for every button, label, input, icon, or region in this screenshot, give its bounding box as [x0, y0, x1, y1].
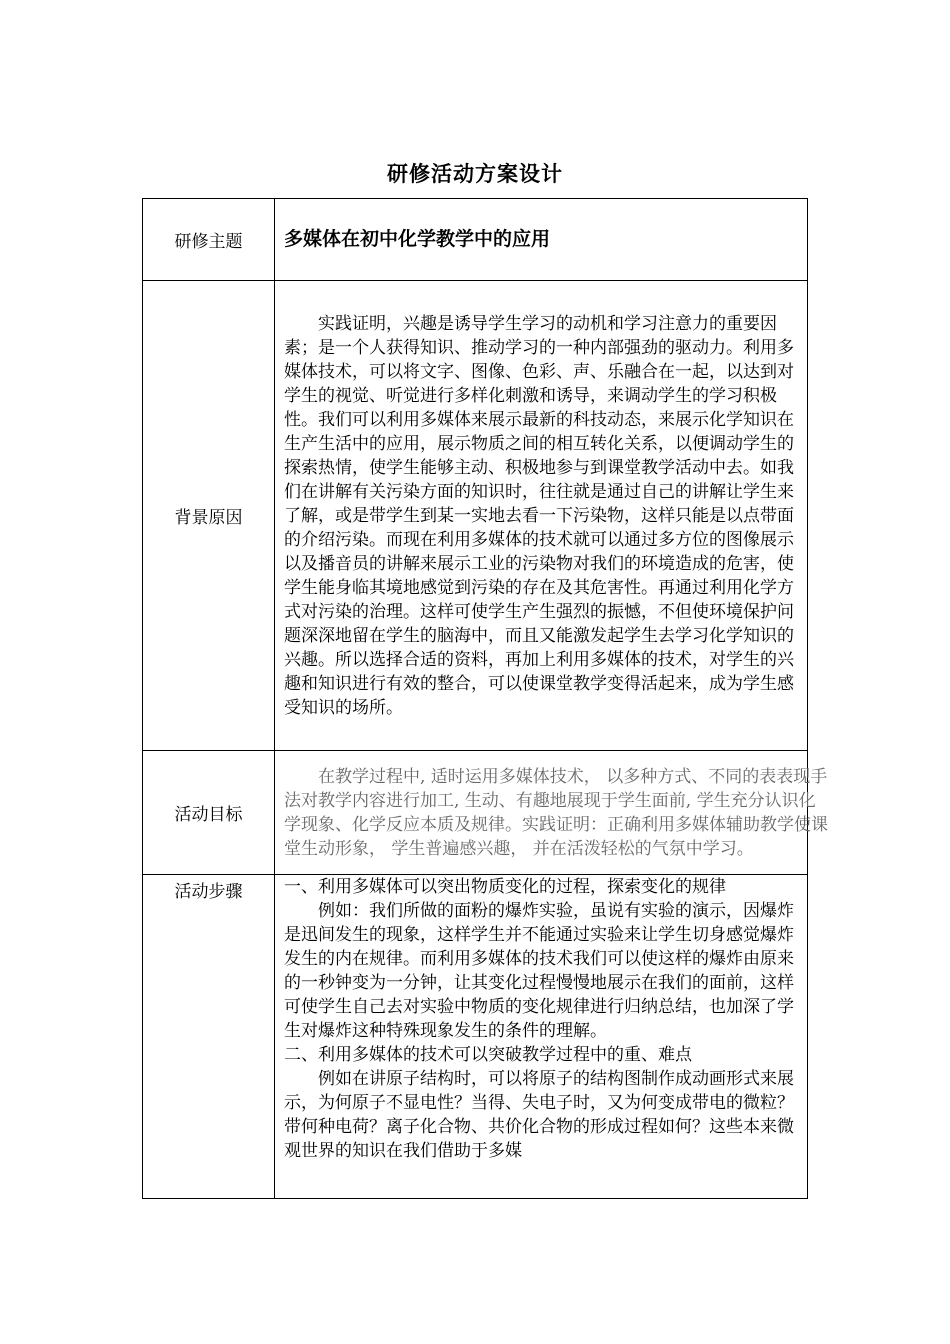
step-heading-1: 一、利用多媒体可以突出物质变化的过程，探索变化的规律: [284, 877, 726, 897]
step-heading-2: 二、利用多媒体的技术可以突破教学过程中的重、难点: [284, 1045, 692, 1065]
goal-cell: [275, 751, 828, 875]
goal-label: 活动目标: [143, 751, 275, 875]
steps-label: 活动步骤: [143, 875, 275, 1199]
topic-label: 研修主题: [143, 199, 275, 281]
topic-cell: [275, 199, 808, 281]
goal-text: 在教学过程中, 适时运用多媒体技术， 以多种方式、不同的表表现手法对教学内容进行加工, 生动、有趣地展现于学生面前, 学生充分认识化学现象、化学反应本质及规律。实践证明：正确利用多媒体辅助教学使课堂生动形象， 学生普遍感兴趣， 并在活泼轻松的气氛中学习。: [284, 766, 828, 859]
table-row-topic: [143, 199, 808, 281]
topic-value: 多媒体在初中化学教学中的应用: [284, 228, 551, 250]
steps-cell: [275, 875, 808, 1199]
page-title: 研修活动方案设计: [387, 161, 563, 186]
table-row-background: [143, 281, 808, 751]
table-row-steps: [143, 875, 808, 1199]
table-row-goal: [143, 751, 808, 875]
step-paragraph-2: 例如在讲原子结构时，可以将原子的结构图制作成动画形式来展示，为何原子不显电性？当得、失电子时，又为何变成带电的微粒？带何种电荷？离子化合物、共价化合物的形成过程如何？这些本来微观世界的知识在我们借助于多媒: [284, 1069, 794, 1161]
activity-plan-table: [142, 198, 828, 1199]
background-text: 实践证明，兴趣是诱导学生学习的动机和学习注意力的重要因素；是一个人获得知识、推动学习的一种内部强劲的驱动力。利用多媒体技术，可以将文字、图像、色彩、声、乐融合在一起，以达到对学生的视觉、听觉进行多样化刺激和诱导，来调动学生的学习积极性。我们可以利用多媒体来展示最新的科技动态，来展示化学知识在生产生活中的应用，展示物质之间的相互转化关系，以便调动学生的探索热情，使学生能够主动、积极地参与到课堂教学活动中去。如我们在讲解有关污染方面的知识时，往往就是通过自己的讲解让学生来了解，或是带学生到某一实地去看一下污染物，这样只能是以点带面的介绍污染。而现在利用多媒体的技术就可以通过多方位的图像展示以及播音员的讲解来展示工业的污染物对我们的环境造成的危害，使学生能身临其境地感觉到污染的存在及其危害性。再通过利用化学方式对污染的治理。这样可使学生产生强烈的振憾，不但使环境保护问题深深地留在学生的脑海中，而且又能激发起学生去学习化学知识的兴趣。所以选择合适的资料，再加上利用多媒体的技术，对学生的兴趣和知识进行有效的整合，可以使课堂教学变得活起来，成为学生感受知识的场所。: [284, 313, 794, 718]
background-label: 背景原因: [143, 281, 275, 751]
step-paragraph-1: 例如：我们所做的面粉的爆炸实验，虽说有实验的演示，因爆炸是迅间发生的现象，这样学生并不能通过实验来让学生切身感觉爆炸发生的内在规律。而利用多媒体的技术我们可以使这样的爆炸由原来的一秒钟变为一分钟，让其变化过程慢慢地展示在我们的面前，这样可使学生自己去对实验中物质的变化规律进行归纳总结，也加深了学生对爆炸这种特殊现象发生的条件的理解。: [284, 901, 794, 1041]
background-cell: [275, 281, 808, 751]
